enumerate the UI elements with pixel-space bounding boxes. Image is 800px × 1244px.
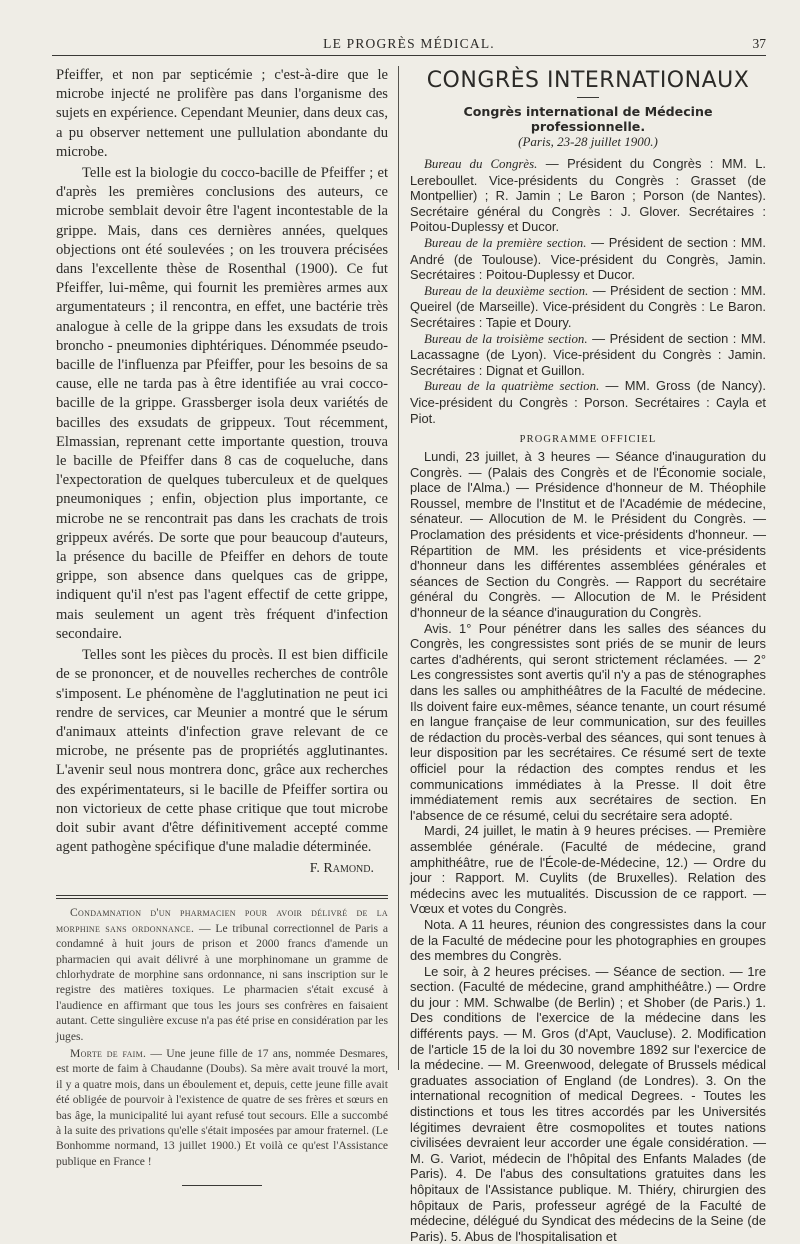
section-bureau-paragraph	[410, 283, 766, 331]
bureau-text: — Président de section : MM. André (de Toulouse). Vice-président du Congrès, Jamin. Secrétaires : Poitou-Duplessy et Ducor.	[410, 234, 766, 283]
program-title: PROGRAMME OFFICIEL	[519, 434, 657, 446]
program-paragraph: Nota. A 11 heures, réunion des congressistes dans la cour de la Faculté de médecine pour les photographies en groupes des membres du Congrès.	[410, 916, 766, 964]
news-item	[56, 1046, 388, 1169]
news-text: — Une jeune fille de 17 ans, nommée Desmares, est morte de faim à Chaudanne (Doubs). Sa mère avait trouvé la mort, il y a quatre mois, dans un éboulement et, depuis, cette jeune fille avait été obligée de pourvoir à l'existence de quatre de ses frères et sœurs en bas âge, la municipalité lui ayant refusé tout secours. Elle a succombé à la suite des privations qu'elle s'était imposées par amour fraternel. (Le Bonhomme normand, 13 juillet 1900.) Et voilà ce qu'est l'Assistance publique en France !	[56, 1046, 388, 1168]
bureau-heading: Bureau de la deuxième section.	[424, 283, 589, 298]
right-column	[410, 66, 766, 1244]
bureau-heading: Bureau de la première section.	[424, 235, 587, 250]
program-paragraph: Mardi, 24 juillet, le matin à 9 heures précises. — Première assemblée générale. (Faculté de médecine, grand amphithéâtre, rue de l'École-de-Médecine, 12.) — Ordre du jour : Rapport. M. Cuylits (de Bruxelles). Relation des médecins avec les mutualités. Discussion de ce rapport. — Vœux et votes du Congrès.	[410, 823, 766, 917]
running-title: LE PROGRÈS MÉDICAL.	[323, 36, 495, 51]
bureau-text: — Président de section : MM. Lacassagne (de Lyon). Vice-président du Congrès : Jamin. Secrétaires : Dignat et Guillon.	[410, 330, 766, 378]
section-bureau-paragraph	[410, 378, 766, 426]
title-rule	[577, 97, 599, 98]
program-paragraph: Lundi, 23 juillet, à 3 heures — Séance d'inauguration du Congrès. — (Palais des Congrès et de l'Économie sociale, place de l'Alma.) — Présidence d'honneur de M. Théophile Roussel, membre de l'Institut et de l'Académie de médecine, sénateur. — Allocution de M. le Président du Congrès. — Proclamation des présidents et vice-présidents d'honneur. — Répartition de MM. les présidents et vice-présidents d'honneur dans les différentes assemblées générales et séances de Section du Congrès. — Rapport du secrétaire général du Congrès. — Allocution de M. le Président d'honneur de la séance d'inauguration du Congrès.	[410, 449, 766, 621]
bureau-text: — Président de section : MM. Queirel (de Marseille). Vice-président du Congrès : Le Baron. Secrétaires : Tapie et Doury.	[410, 282, 766, 330]
bureau-text: — Président du Congrès : MM. L. Lereboullet. Vice-présidents du Congrès : Grasset (de Montpellier) ; R. Jamin ; Le Baron ; Porson (de Nantes). Secrétaire général du Congrès : J. Glover. Secrétaires : Poitou-Duplessy et Ducor.	[410, 156, 767, 235]
left-column	[56, 66, 388, 1186]
article-paragraph: Telles sont les pièces du procès. Il est bien difficile de se prononcer, et de nouvelles recherches de contrôle s'imposent. Le phénomène de l'agglutination ne peut ici rendre de services, car Meunier a montré que le sérum d'animaux atteints d'infection grave relevant de ce microbe, ne présente pas de propriétés agglutinantes. L'avenir seul nous montrera donc, grâce aux recherches des expérimentateurs, si le bacille de Pfeiffer sortira ou non victorieux de cette phase critique que tout microbe doit subir avant d'être définitivement accepté comme agent pathogène spécifique d'une maladie déterminée.	[56, 647, 388, 856]
end-rule	[182, 1185, 262, 1186]
author-signature: F. Ramond.	[309, 861, 374, 877]
program-paragraph: Avis. 1° Pour pénétrer dans les salles des séances du Congrès, les congressistes sont priés de se munir de leurs cartes d'adhérents, qui seront strictement réclamées. — 2° Les congressistes sont avertis qu'il n'y a pas de sténographes dans les salles ou amphithéâtres de la Faculté de médecine. Ils doivent faire eux-mêmes, séance tenante, un court résumé en langue française de leur communication, sur des feuilles de rédaction du procès-verbal des séances, qui sont tenues à leur disposition par les secrétaires. Ce résumé sert de texte officiel pour la rédaction des comptes rendus et les communications immédiates à la Presse. Il doit être immédiatement remis aux secrétaires de section. En l'absence de ce résumé, celui du secrétaire sera adopté.	[410, 620, 766, 823]
article-paragraph: Pfeiffer, et non par septicémie ; c'est-à-dire que le microbe injecté ne prolifère pas dans l'organisme des sujets en expérience. Cependant Meunier, dans deux cas, a pu observer nettement une pullulation abondante du microbe.	[56, 67, 388, 160]
news-heading: Condamnation d'un pharmacien pour avoir délivré de la morphine sans ordonnance.	[56, 906, 388, 935]
section-rule	[56, 895, 388, 899]
section-title: CONGRÈS INTERNATIONAUX	[426, 68, 750, 93]
news-heading: Morte de faim.	[70, 1046, 147, 1060]
program-paragraph: Le soir, à 2 heures précises. — Séance de section. — 1re section. (Faculté de médecine, grand amphithéâtre.) — Ordre du jour : MM. Schwalbe (de Berlin) ; et Shober (de Paris.) 1. Des conditions de l'exercice de la médecine dans les différents pays. — M. Gros (d'Apt, Vaucluse). 2. Modification de l'article 15 de la loi du 30 novembre 1892 sur l'exercice de la médecine. — M. Greenwood, delegate of Brussels médical graduates association of England (de Londres). 3. On the international recognition of medical Degrees. - Toutes les distinctions et tous les titres accordés par les Universités légitimes devraient être cosmopolites et toutes nations civilisées devraient leur accorder une égale considération. — M. G. Variot, médecin de l'hôpital des Enfants Malades (de Paris). 4. De l'abus des consultations gratuites dans les hôpitaux de l'Assistance publique. M. Thiéry, chirurgien des hôpitaux de Paris, professeur agrégé de la Faculté de médecine, délégué du Syndicat des médecins de la Seine (de Paris). 5. Abus de l'hospitalisation et	[410, 963, 766, 1244]
bureau-text: — MM. Gross (de Nancy). Vice-président du Congrès : Porson. Secrétaires : Cayla et Piot.	[410, 378, 766, 426]
congress-dates: (Paris, 23-28 juillet 1900.)	[518, 134, 658, 149]
news-text: — Le tribunal correctionnel de Paris a condamné à huit jours de prison et 2000 francs d'amende un pharmacien qui avait délivré à une morphinomane un gramme de chlorhydrate de morphine sans ordonnance, ni sans inscription sur le registre des matières toxiques. Le pharmacien s'était excusé à l'audience en affirmant que tous les jours ses confrères en faisaient autant. Cette singulière excuse n'a pas été prise en considération par les juges.	[56, 921, 388, 1043]
column-divider	[398, 66, 399, 1070]
page-header	[52, 34, 766, 56]
congress-name: Congrès international de Médecine professionnelle.	[463, 104, 713, 134]
news-item	[56, 905, 388, 1044]
bureau-paragraph	[410, 156, 766, 235]
bureau-heading: Bureau du Congrès.	[424, 157, 538, 171]
bureau-heading: Bureau de la quatrième section.	[424, 379, 600, 394]
article-paragraph: Telle est la biologie du cocco-bacille de Pfeiffer ; et d'après les premières conclusions des auteurs, ce microbe semblait devoir être l'agent incontestable de la grippe. Mais, dans ces dernières années, quelques objections ont été soulevées ; on les trouvera précisées dans l'excellente thèse de Rosenthal (1900). Ce fut Pfeiffer, lui-même, qui fournit les premières armes aux argumentateurs ; il rencontra, en effet, une bactérie très analogue à celle de la grippe dans les exsudats de trois broncho - pneumonies diphtériques. Dénommée pseudo-bacille de l'influenza par Pfeiffer, pour les besoins de sa cause, elle ne tarda pas à être identifiée au vrai cocco-bacille de la grippe. Grassberger isola deux variétés de bacilles des exsudats de grippeux. Tout récemment, Elmassian, reprenant cette importante question, trouva le bacille de Pfeiffer dans 8 cas de coqueluche, dans l'expectoration de quelques tuberculeux et de quelques pneumoniques ; enfin, objection plus importante, ce microbe ne se rencontrait pas dans les crachats de trois grippeux avérés. De sorte que pour beaucoup d'auteurs, la présence du bacille de Pfeiffer en dehors de toute grippe, son absence dans quelques cas de grippe, indiquent qu'il n'est pas l'agent effectif de cette grippe, mais seulement un agent très fréquent d'infection secondaire.	[56, 165, 388, 642]
section-bureau-paragraph	[410, 331, 766, 379]
section-bureau-paragraph	[410, 235, 766, 283]
page-number: 37	[752, 36, 766, 51]
bureau-heading: Bureau de la troisième section.	[424, 331, 588, 346]
